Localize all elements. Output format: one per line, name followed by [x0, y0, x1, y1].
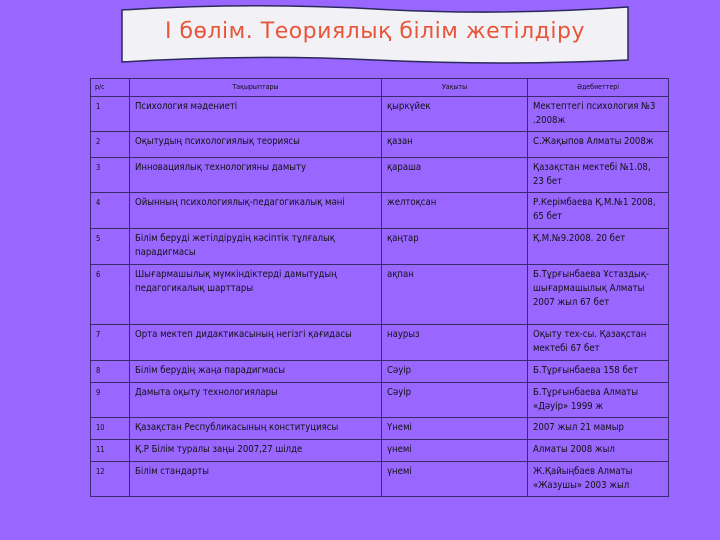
- row-topic-cell: Қазақстан Республикасының конституциясы: [130, 418, 382, 440]
- row-topic-cell: Оқытудың психологиялық теориясы: [130, 132, 382, 158]
- row-literature-cell: 2007 жыл 21 мамыр: [528, 418, 669, 440]
- header-topic: Тақырыптары: [130, 79, 382, 97]
- row-literature-cell: Б.Тұрғынбаева 158 бет: [528, 361, 669, 383]
- header-number: р/с: [91, 79, 130, 97]
- row-number-cell: 8: [91, 361, 130, 383]
- row-time-cell: Үнемі: [382, 418, 528, 440]
- table-row: [91, 325, 669, 361]
- row-number-cell: 9: [91, 383, 130, 418]
- row-time-cell: қыркүйек: [382, 97, 528, 132]
- row-topic-cell: Инновациялық технологияны дамыту: [130, 158, 382, 193]
- table-row: [91, 418, 669, 440]
- row-literature-cell: Ж.Қайыңбаев Алматы «Жазушы» 2003 жыл: [528, 462, 669, 497]
- row-time-cell: үнемі: [382, 440, 528, 462]
- row-topic-cell: Шығармашылық мүмкіндіктерді дамытудың педагогикалық шарттары: [130, 265, 382, 325]
- row-number-cell: 3: [91, 158, 130, 193]
- row-topic-cell: Қ.Р Білім туралы заңы 2007,27 шілде: [130, 440, 382, 462]
- row-time-cell: қазан: [382, 132, 528, 158]
- table-row: [91, 158, 669, 193]
- row-literature-cell: Алматы 2008 жыл: [528, 440, 669, 462]
- row-topic-cell: Орта мектеп дидактикасының негізгі қағидасы: [130, 325, 382, 361]
- row-time-cell: қаңтар: [382, 229, 528, 265]
- table-row: [91, 193, 669, 229]
- row-time-cell: желтоқсан: [382, 193, 528, 229]
- row-number-cell: 1: [91, 97, 130, 132]
- table-row: [91, 265, 669, 325]
- row-time-cell: қараша: [382, 158, 528, 193]
- row-literature-cell: Б.Тұрғынбаева Ұстаздық-шығармашылық Алматы 2007 жыл 67 бет: [528, 265, 669, 325]
- row-topic-cell: Білім берудің жаңа парадигмасы: [130, 361, 382, 383]
- row-literature-cell: Р.Керімбаева Қ.М.№1 2008, 65 бет: [528, 193, 669, 229]
- row-number-cell: 6: [91, 265, 130, 325]
- row-literature-cell: Қазақстан мектебі №1.08, 23 бет: [528, 158, 669, 193]
- row-number-cell: 10: [91, 418, 130, 440]
- row-literature-cell: С.Жақыпов Алматы 2008ж: [528, 132, 669, 158]
- row-number-cell: 5: [91, 229, 130, 265]
- plan-table: [90, 78, 669, 497]
- table-row: [91, 229, 669, 265]
- row-number-cell: 11: [91, 440, 130, 462]
- row-literature-cell: Оқыту тех-сы. Қазақстан мектебі 67 бет: [528, 325, 669, 361]
- table-row: [91, 97, 669, 132]
- page-title: І бөлім. Теориялық білім жетілдіру: [164, 19, 585, 44]
- row-number-cell: 2: [91, 132, 130, 158]
- row-topic-cell: Ойынның психологиялық-педагогикалық мәні: [130, 193, 382, 229]
- row-time-cell: үнемі: [382, 462, 528, 497]
- row-literature-cell: Мектептегі психология №3 .2008ж: [528, 97, 669, 132]
- row-topic-cell: Білім беруді жетілдірудің кәсіптік тұлғалық парадигмасы: [130, 229, 382, 265]
- row-literature-cell: Б.Тұрғынбаева Алматы «Дәуір» 1999 ж: [528, 383, 669, 418]
- table-row: [91, 383, 669, 418]
- title-banner: [120, 4, 630, 64]
- row-number-cell: 7: [91, 325, 130, 361]
- table-row: [91, 361, 669, 383]
- row-time-cell: Сәуір: [382, 383, 528, 418]
- table-header-row: [91, 79, 669, 97]
- table-row: [91, 132, 669, 158]
- header-literature: Әдебиеттері: [528, 79, 669, 97]
- row-time-cell: наурыз: [382, 325, 528, 361]
- row-number-cell: 12: [91, 462, 130, 497]
- row-literature-cell: Қ.М.№9.2008. 20 бет: [528, 229, 669, 265]
- table-row: [91, 440, 669, 462]
- row-time-cell: ақпан: [382, 265, 528, 325]
- row-topic-cell: Білім стандарты: [130, 462, 382, 497]
- header-time: Уақыты: [382, 79, 528, 97]
- row-number-cell: 4: [91, 193, 130, 229]
- table-body: [91, 97, 669, 497]
- table-row: [91, 462, 669, 497]
- row-topic-cell: Психология мәдениеті: [130, 97, 382, 132]
- row-topic-cell: Дамыта оқыту технологиялары: [130, 383, 382, 418]
- row-time-cell: Сәуір: [382, 361, 528, 383]
